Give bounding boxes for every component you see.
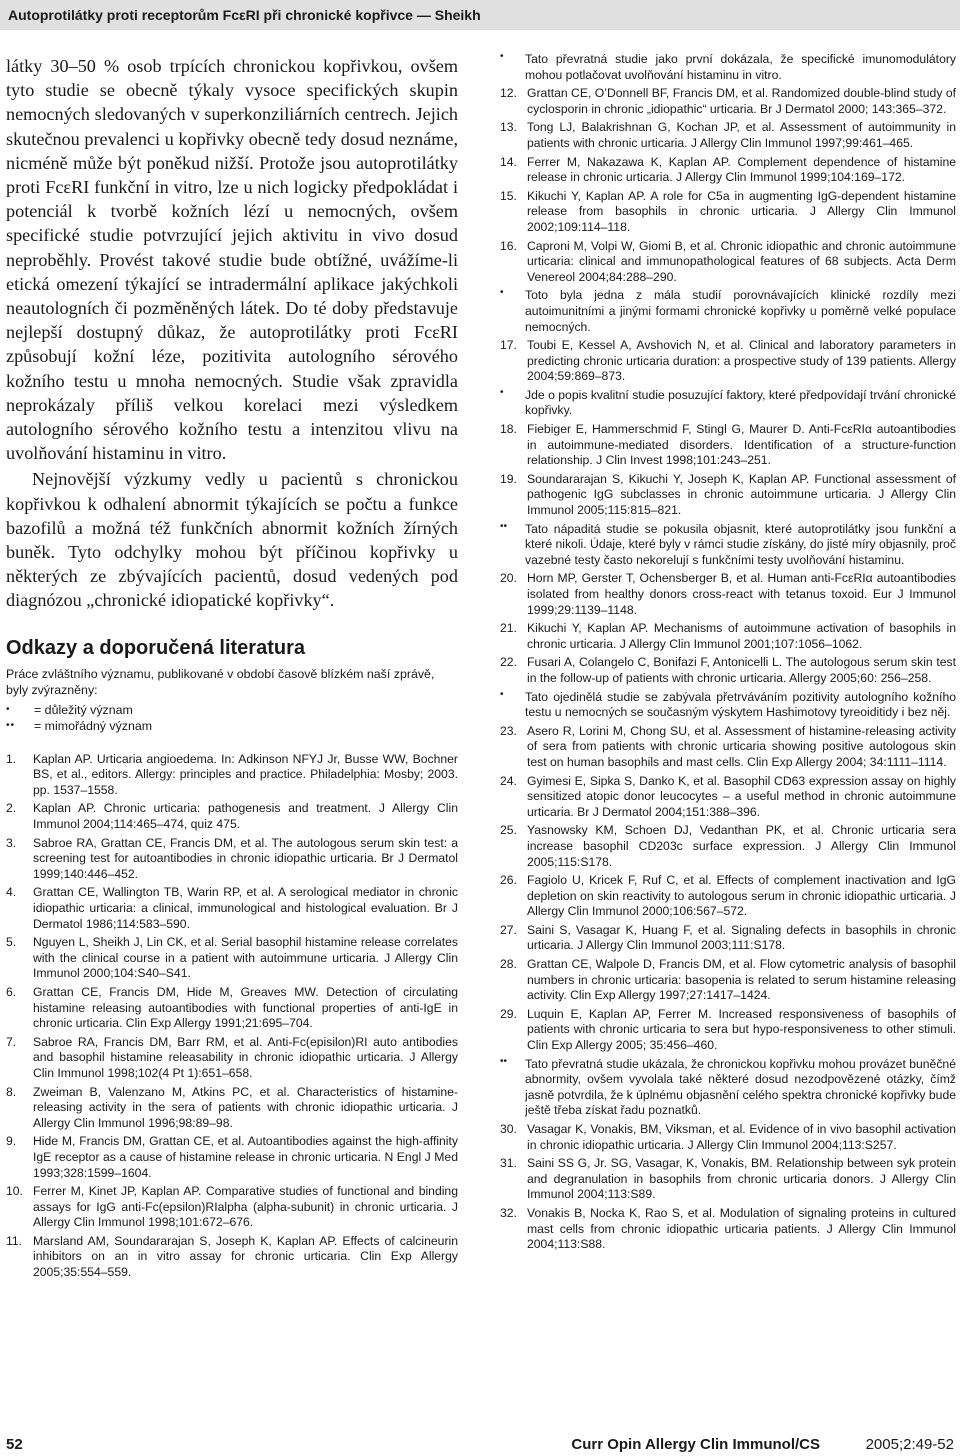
legend-row-exceptional [6,718,458,734]
reference-item [6,1234,458,1281]
bullet-icon: • [500,51,504,62]
reference-number: 19. [500,471,517,486]
reference-item [500,86,956,117]
body-paragraph-1: látky 30–50 % osob trpících chronickou kopřivkou, ovšem tyto studie se obecně týkaly vysoce specifických skupin nemocných sledovaných v superkonziliárních centrech. Jejich skutečnou prevalenci u kopřivky obecně tedy dosud neznáme, nicméně může být poněkud nižší. Protože jsou autoprotilátky proti FcεRI funkční in vitro, lze u nich logicky předpokládat i potenciál k tvorbě kožních lézí u nemocných, ovšem specifické studie potvrzující jejich aktivitu in vivo dosud neproběhly. Provést takové studie bude obtížné, uvážíme-li etická omezení týkající se intradermální aplikace jakýchkoli neautologních či pozměněných látek. Do té doby představuje nejlepší dostupný důkaz, že autoprotilátky proti FcεRI způsobují kožní léze, pozitivita autologního sérového kožního testu u mnoha nemocných. Studie však zpravidla neprokázaly příliš velkou korelaci mezi výsledkem autologního sérového kožního testu a intenzitou vlivu na uvolňování histaminu in vitro. [6,56,458,464]
reference-annotation [500,52,956,83]
reference-number: 29. [500,1006,517,1021]
reference-number: 24. [500,773,517,788]
reference-number: 31. [500,1156,517,1171]
bullet-icon: • [6,703,11,715]
reference-item [500,774,956,821]
reference-number: 26. [500,873,517,888]
reference-text: Fagiolo U, Kricek F, Ruf C, et al. Effects of complement inactivation and IgG depletion on skin reactivity to autologous serum in chronic idiopathic urticaria. J Allergy Clin Immunol 2000;106:567–572. [527,873,956,919]
reference-list-left [6,752,458,1281]
reference-item [6,1134,458,1181]
reference-item [500,422,956,469]
reference-text: Fusari A, Colangelo C, Bonifazi F, Antonicelli L. The autologous serum skin test in the follow-up of patients with chronic urticaria. Allergy 2005;60: 256–258. [527,655,956,685]
reference-annotation [500,388,956,419]
reference-annotation [500,288,956,335]
reference-item [500,1007,956,1054]
reference-number: 16. [500,238,517,253]
reference-text: Grattan CE, Wallington TB, Warin RP, et al. A serological mediator in chronic idiopathic urticaria: a clinical, immunological and histological evaluation. Br J Dermatol 1986;114:583–590. [33,885,458,931]
reference-item [500,1156,956,1203]
reference-text: Luquin E, Kaplan AP, Ferrer M. Increased responsiveness of basophils of patients with chronic urticaria to sera but hypo-responsiveness to other stimuli. Clin Exp Allergy 2005; 35:456–460. [527,1006,956,1053]
reference-text: Ferrer M, Kinet JP, Kaplan AP. Comparative studies of functional and binding assays for IgG anti-Fc(epsilon)RIalpha (alpha-subunit) in chronic urticaria. J Allergy Clin Immunol 1998;101:672–676. [33,1184,458,1230]
double-bullet-icon: •• [500,520,508,532]
reference-item [500,873,956,920]
reference-item [6,985,458,1032]
reference-text: Zweiman B, Valenzano M, Atkins PC, et al. Characteristics of histamine-releasing activity in the sera of patients with chronic idiopathic urticaria. J Allergy Clin Immunol 1996;98:89–98. [33,1084,458,1130]
reference-text: Soundararajan S, Kikuchi Y, Joseph K, Kaplan AP. Functional assessment of pathogenic IgG subclasses in chronic autoimmune urticaria. J Allergy Clin Immunol 2005;115:815–821. [527,471,956,518]
annotation-text: Tato nápaditá studie se pokusila objasnit, které autoprotilátky jsou funkční a které nikoli. Údaje, které byly v rámci studie získány, do jisté míry objasnily, proč vazebné testy často nekorelují s funkčními testy uvolňování histaminu. [525,521,957,567]
reference-number: 25. [500,823,517,838]
legend-label: = důležitý význam [34,702,133,717]
reference-text: Saini S, Vasagar K, Huang F, et al. Signaling defects in basophils in chronic urticaria. J Allergy Clin Immunol 2003;111:S178. [527,922,956,953]
reference-number: 22. [500,655,517,670]
running-header-title: Autoprotilátky proti receptorům FcεRI při chronické kopřivce — Sheikh [8,7,481,23]
reference-text: Ferrer M, Nakazawa K, Kaplan AP. Complement dependence of histamine release in chronic urticaria. J Allergy Clin Immunol 1999;104:169–172. [527,154,956,185]
header-bar [0,0,960,30]
reference-item [500,923,956,954]
reference-item [500,120,956,151]
legend-label: = mimořádný význam [34,718,153,733]
reference-number: 21. [500,621,517,636]
reference-number: 32. [500,1205,517,1220]
reference-item [500,155,956,186]
legend-row-important [6,702,458,718]
reference-item [6,1085,458,1132]
reference-text: Kikuchi Y, Kaplan AP. A role for C5a in augmenting IgG-dependent histamine release from basophils in chronic urticaria. J Allergy Clin Immunol 2002;109:114–118. [527,188,956,234]
reference-number: 8. [6,1084,17,1099]
reference-text: Kaplan AP. Chronic urticaria: pathogenesis and treatment. J Allergy Clin Immunol 2004;114:465–474, quiz 475. [33,801,458,832]
reference-item [500,621,956,652]
reference-item [500,1122,956,1153]
reference-item [6,836,458,883]
reference-item [6,885,458,932]
reference-text: Sabroe RA, Francis DM, Barr RM, et al. Anti-Fc(episilon)RI auto antibodies and basophil histamine releasability in chronic idiopathic urticaria. J Allergy Clin Immunol 1998;102(4 Pt 1):651–658. [33,1034,458,1080]
references-heading: Odkazy a doporučená literatura [6,636,305,659]
references-intro: Práce zvláštního významu, publikované v období časově blízkém naší zprávě, byly zvýrazněny: [6,666,435,697]
reference-text: Grattan CE, O’Donnell BF, Francis DM, et al. Randomized double-blind study of cyclosporin in chronic „idiopathic“ urticaria. Br J Dermatol 2000; 143:365–372. [527,86,956,116]
body-paragraph-2: Nejnovější výzkumy vedly u pacientů s chronickou kopřivkou k odhalení abnormit týkajících se počtu a funkce bazofilů a možná též funkčních abnormit kožních žírných buněk. Tyto odchylky mohou být příčinou kopřivky u některých ze zbývajících pacientů, dosud vedených pod diagnózou „chronické idiopatické kopřivky“. [6,469,458,611]
reference-text: Kaplan AP. Urticaria angioedema. In: Adkinson NFYJ Jr, Busse WW, Bochner BS, et al., editors. Allergy: principles and practice. Philadelphia: Mosby; 2003. pp. 1537–1558. [33,751,458,797]
reference-number: 10. [6,1184,23,1199]
reference-item [6,801,458,832]
reference-text: Sabroe RA, Grattan CE, Francis DM, et al. The autologous serum skin test: a screening test for autoantibodies in chronic idiopathic urticaria. Br J Dermatol 1999;140:446–452. [33,835,458,881]
reference-item [500,338,956,385]
reference-item [500,239,956,286]
reference-text: Toubi E, Kessel A, Avshovich N, et al. Clinical and laboratory parameters in predicting chronic urticaria duration: a prospective study of 139 patients. Allergy 2004;59:869–873. [527,338,956,384]
page-footer [0,1436,960,1456]
annotation-text: Tato převratná studie ukázala, že chronickou kopřivku mohou provázet buněčné abnormity, ovšem vyvolala také některé dosud nezodpovězené otázky, čímž jasně potvrdila, že k úplnému objasnění celého spektra chronické kopřivky bude ještě třeba získat řadu poznatků. [525,1056,956,1118]
reference-item [6,752,458,799]
reference-text: Kikuchi Y, Kaplan AP. Mechanisms of autoimmune activation of basophils in chronic urticaria. J Allergy Clin Immunol 2001;107:1056–1062. [527,621,956,651]
annotation-text: Tato převratná studie jako první dokázala, že specifické imunomodulátory mohou potlačovat uvolňování histaminu in vitro. [525,52,956,82]
reference-text: Fiebiger E, Hammerschmid F, Stingl G, Maurer D. Anti-FcεRIα autoantibodies in autoimmune-mediated disorders. Identification of a structure-function relationship. J Clin Invest 1998;101:243–251. [527,422,956,468]
annotation-text: Jde o popis kvalitní studie posuzující faktory, které předpovídají trvání chronické kopřivky. [525,387,956,418]
reference-list-right [500,52,956,1256]
reference-number: 13. [500,120,517,135]
reference-number: 5. [6,935,17,950]
reference-item [6,1184,458,1231]
reference-item [500,1206,956,1253]
reference-number: 18. [500,422,517,437]
reference-number: 15. [500,188,517,203]
reference-annotation [500,522,956,569]
reference-text: Yasnowsky KM, Schoen DJ, Vedanthan PK, et al. Chronic urticaria sera increase basophil CD203c surface expression. J Allergy Clin Immunol 2005;115:S178. [527,823,956,869]
reference-number: 27. [500,922,517,937]
reference-number: 12. [500,86,517,101]
reference-number: 3. [6,835,17,850]
journal-name: Curr Opin Allergy Clin Immunol/CS [571,1436,820,1453]
legend [6,702,458,734]
reference-number: 23. [500,723,517,738]
annotation-text: Tato ojedinělá studie se zabývala přetrváváním pozitivity autologního kožního testu u nemocných se současným výskytem Hashimotovy tyreoiditidy i bez něj. [525,689,956,720]
reference-text: Caproni M, Volpi W, Giomi B, et al. Chronic idiopathic and chronic autoimmune urticaria: clinical and immunopathological features of 68 subjects. Acta Derm Venereol 2004;84:288–290. [527,238,956,284]
reference-item [500,724,956,771]
reference-text: Saini SS G, Jr. SG, Vasagar, K, Vonakis, BM. Relationship between syk protein and degranulation in basophils from chronic urticaria donors. J Allergy Clin Immunol 2004;113:S89. [527,1156,956,1202]
reference-item [500,823,956,870]
reference-text: Gyimesi E, Sipka S, Danko K, et al. Basophil CD63 expression assay on highly sensitized atopic donor leucocytes – a useful method in chronic autoimmune urticaria. Br J Dermatol 2004;151:388–396. [527,773,956,819]
reference-text: Horn MP, Gerster T, Ochensberger B, et al. Human anti-FcεRIα autoantibodies isolated from healthy donors cross-react with tetanus toxoid. Eur J Immunol 1999;29:1139–1148. [527,571,956,617]
reference-number: 6. [6,984,17,999]
annotation-text: Toto byla jedna z mála studií porovnávajících klinické rozdíly mezi autoimunitními a jinými formami chronické kopřivky u poměrně velké populace nemocných. [525,288,956,334]
reference-item [500,655,956,686]
reference-number: 7. [6,1034,17,1049]
reference-item [500,472,956,519]
reference-text: Hide M, Francis DM, Grattan CE, et al. Autoantibodies against the high-affinity IgE receptor as a cause of histamine release in chronic urticaria. N Engl J Med 1993;328:1599–1604. [33,1134,458,1180]
reference-number: 30. [500,1122,517,1136]
bullet-icon: • [500,287,504,299]
reference-text: Grattan CE, Francis DM, Hide M, Greaves MW. Detection of circulating histamine releasing autoantibodies with functional properties of anti-IgE in chronic urticaria. Clin Exp Allergy 1991;21:695–704. [33,984,458,1031]
reference-annotation [500,690,956,721]
reference-number: 20. [500,571,517,586]
journal-citation: 2005;2:49-52 [865,1436,954,1453]
reference-text: Marsland AM, Soundararajan S, Joseph K, Kaplan AP. Effects of calcineurin inhibitors on an in vitro assay for chronic urticaria. Clin Exp Allergy 2005;35:554–559. [33,1233,458,1280]
reference-number: 14. [500,154,517,169]
reference-item [500,957,956,1004]
double-bullet-icon: •• [500,1055,508,1067]
reference-text: Vonakis B, Nocka K, Rao S, et al. Modulation of signaling proteins in cultured mast cells from chronic idiopathic urticaria patients. J Allergy Clin Immunol 2004;113:S88. [527,1205,956,1252]
reference-number: 1. [6,751,17,766]
reference-text: Tong LJ, Balakrishnan G, Kochan JP, et al. Assessment of autoimmunity in patients with chronic urticaria. J Allergy Clin Immunol 1997;99:461–465. [527,120,956,150]
reference-text: Nguyen L, Sheikh J, Lin CK, et al. Serial basophil histamine release correlates with the clinical course in a patient with autoimmune urticaria. J Allergy Clin Immunol 2000;104:S40–S41. [33,935,458,981]
reference-annotation [500,1057,956,1119]
reference-number: 17. [500,338,517,353]
bullet-icon: • [500,688,504,700]
reference-number: 9. [6,1134,17,1149]
bullet-icon: • [500,386,504,398]
reference-text: Vasagar K, Vonakis, BM, Viksman, et al. Evidence of in vivo basophil activation in chronic idiopathic urticaria. J Allergy Clin Immunol 2004;113:S257. [527,1122,956,1152]
reference-item [500,189,956,236]
reference-number: 28. [500,957,517,972]
body-text [6,54,458,613]
reference-number: 11. [6,1233,23,1248]
reference-item [6,1035,458,1082]
page-number: 52 [6,1436,23,1453]
reference-text: Asero R, Lorini M, Chong SU, et al. Assessment of histamine-releasing activity of sera from patients with chronic urticaria showing positive autologous skin test on human basophils and mast cells. Clin Exp Allergy 2004; 34:1111–1114. [527,723,956,769]
reference-item [500,571,956,618]
reference-number: 2. [6,801,17,816]
left-column [6,54,458,1284]
double-bullet-icon: •• [6,719,16,731]
reference-number: 4. [6,885,17,900]
reference-text: Grattan CE, Walpole D, Francis DM, et al. Flow cytometric analysis of basophil numbers in chronic urticaria: basopenia is related to serum histamine releasing activity. Clin Exp Allergy 1997;27:1417–1424. [527,957,956,1003]
reference-item [6,935,458,982]
